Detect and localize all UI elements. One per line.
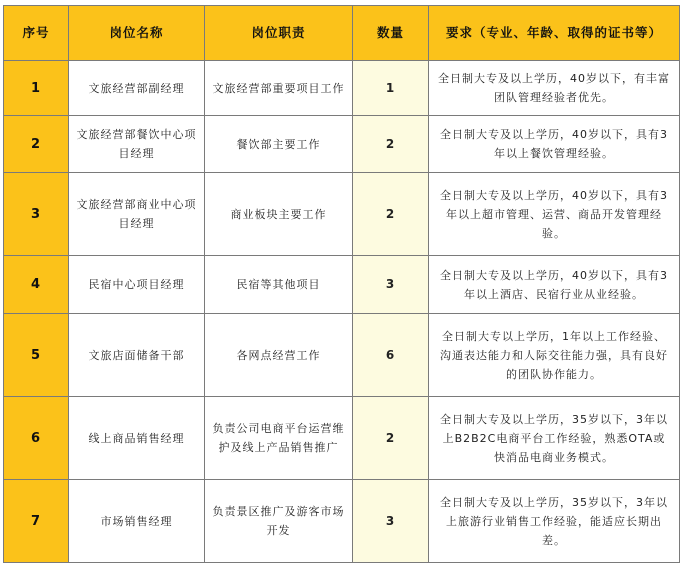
table-row (4, 256, 680, 314)
row-requirement: 全日制大专及以上学历，40岁以下，具有3年以上超市管理、运营、商品开发管理经验。 (429, 173, 680, 256)
row-no: 3 (4, 173, 69, 256)
header-duty: 岗位职责 (205, 6, 353, 61)
row-position: 民宿中心项目经理 (69, 256, 205, 314)
row-position: 线上商品销售经理 (69, 397, 205, 480)
header-position: 岗位名称 (69, 6, 205, 61)
row-position: 文旅经营部商业中心项目经理 (69, 173, 205, 256)
header-count: 数量 (353, 6, 429, 61)
row-duty: 民宿等其他项目 (205, 256, 353, 314)
row-no: 7 (4, 480, 69, 563)
row-requirement: 全日制大专以上学历，1年以上工作经验、沟通表达能力和人际交往能力强，具有良好的团队协作能力。 (429, 314, 680, 397)
header-no: 序号 (4, 6, 69, 61)
row-count: 1 (353, 61, 429, 116)
table-header-row (4, 6, 680, 61)
table-row (4, 116, 680, 173)
table-row (4, 314, 680, 397)
row-duty: 负责公司电商平台运营维护及线上产品销售推广 (205, 397, 353, 480)
row-requirement: 全日制大专及以上学历，40岁以下，有丰富团队管理经验者优先。 (429, 61, 680, 116)
row-count: 2 (353, 397, 429, 480)
row-no: 2 (4, 116, 69, 173)
table-row (4, 173, 680, 256)
table-row (4, 480, 680, 563)
row-position: 文旅店面储备干部 (69, 314, 205, 397)
row-count: 6 (353, 314, 429, 397)
row-duty: 商业板块主要工作 (205, 173, 353, 256)
row-count: 3 (353, 480, 429, 563)
row-count: 2 (353, 116, 429, 173)
row-position: 文旅经营部副经理 (69, 61, 205, 116)
row-count: 3 (353, 256, 429, 314)
recruitment-table (3, 5, 680, 563)
row-position: 市场销售经理 (69, 480, 205, 563)
row-requirement: 全日制大专及以上学历，35岁以下，3年以上旅游行业销售工作经验，能适应长期出差。 (429, 480, 680, 563)
header-requirement: 要求（专业、年龄、取得的证书等） (429, 6, 680, 61)
row-no: 1 (4, 61, 69, 116)
row-requirement: 全日制大专及以上学历，40岁以下，具有3年以上餐饮管理经验。 (429, 116, 680, 173)
row-position: 文旅经营部餐饮中心项目经理 (69, 116, 205, 173)
table-row (4, 397, 680, 480)
row-count: 2 (353, 173, 429, 256)
row-duty: 餐饮部主要工作 (205, 116, 353, 173)
row-duty: 文旅经营部重要项目工作 (205, 61, 353, 116)
table-row (4, 61, 680, 116)
row-no: 5 (4, 314, 69, 397)
row-duty: 各网点经营工作 (205, 314, 353, 397)
row-requirement: 全日制大专及以上学历，40岁以下，具有3年以上酒店、民宿行业从业经验。 (429, 256, 680, 314)
row-no: 4 (4, 256, 69, 314)
row-requirement: 全日制大专及以上学历，35岁以下，3年以上B2B2C电商平台工作经验，熟悉OTA或快消品电商业务模式。 (429, 397, 680, 480)
row-duty: 负责景区推广及游客市场开发 (205, 480, 353, 563)
row-no: 6 (4, 397, 69, 480)
